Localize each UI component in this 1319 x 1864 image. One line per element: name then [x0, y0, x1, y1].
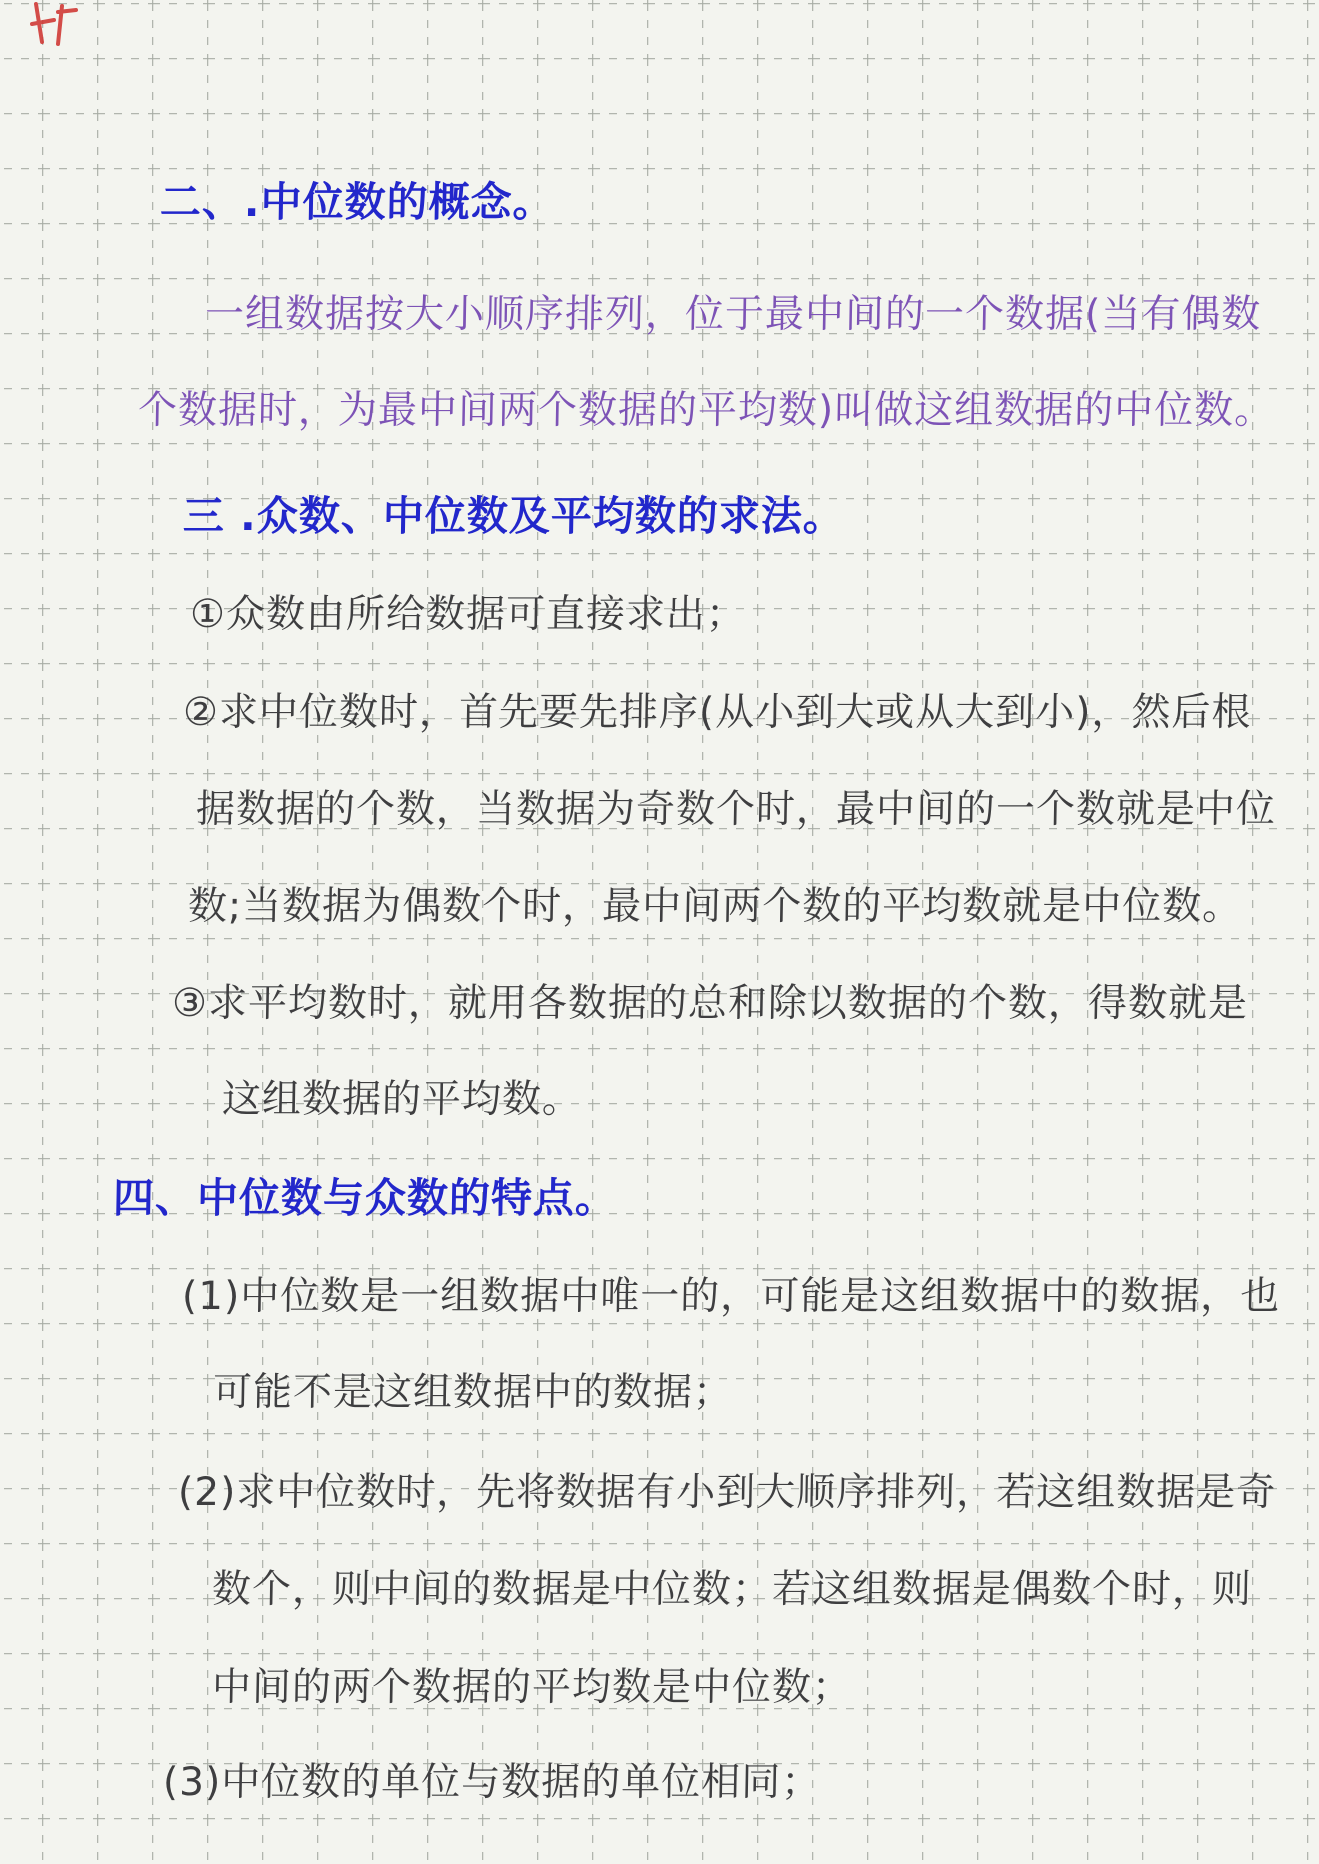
note-line: 中间的两个数据的平均数是中位数； [211, 1665, 853, 1710]
note-line: ②求中位数时，首先要先排序(从小到大或从大到小)，然后根 [182, 690, 1252, 735]
note-line: 据数据的个数，当数据为奇数个时，最中间的一个数就是中位 [195, 787, 1277, 832]
note-line: (3)中位数的单位与数据的单位相同； [162, 1760, 822, 1805]
note-line: (1)中位数是一组数据中唯一的，可能是这组数据中的数据，也 [181, 1274, 1281, 1319]
note-line: 数;当数据为偶数个时，最中间两个数的平均数就是中位数。 [187, 884, 1243, 929]
note-line: 可能不是这组数据中的数据； [212, 1370, 734, 1415]
note-line: 这组数据的平均数。 [221, 1077, 583, 1122]
note-line: 一组数据按大小顺序排列，位于最中间的一个数据(当有偶数 [204, 292, 1262, 337]
section-heading-4: 四、中位数与众数的特点。 [112, 1174, 618, 1222]
red-ink-mark [28, 2, 80, 48]
note-line: ①众数由所给数据可直接求出； [189, 592, 747, 637]
section-heading-2: 二、.中位数的概念。 [159, 178, 556, 226]
note-line: 个数据时，为最中间两个数据的平均数)叫做这组数据的中位数。 [137, 388, 1275, 433]
section-heading-3: 三 .众数、中位数及平均数的求法。 [182, 492, 846, 540]
note-line: 数个，则中间的数据是中位数；若这组数据是偶数个时，则 [211, 1567, 1253, 1612]
note-line: ③求平均数时，就用各数据的总和除以数据的个数，得数就是 [171, 981, 1249, 1026]
note-line: (2)求中位数时，先将数据有小到大顺序排列，若这组数据是奇 [177, 1470, 1277, 1515]
